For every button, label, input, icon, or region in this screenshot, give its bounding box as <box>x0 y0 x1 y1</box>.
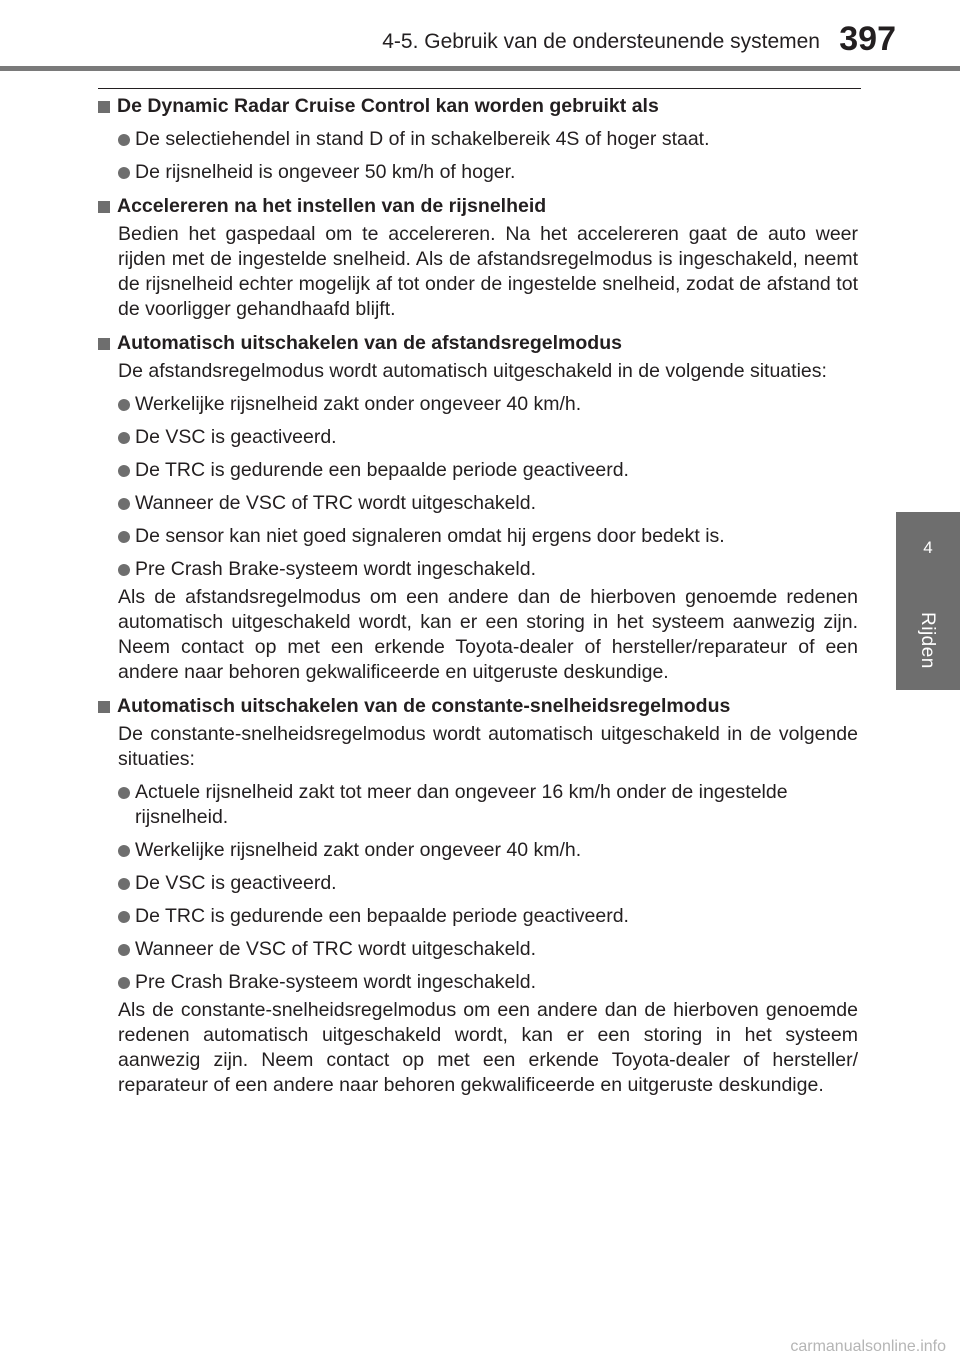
round-bullet-icon <box>118 977 130 989</box>
list-item-text: Wanneer de VSC of TRC wordt uitgeschakeld. <box>135 492 537 514</box>
list-item-text: De VSC is geactiveerd. <box>135 872 337 894</box>
square-bullet-icon <box>98 701 110 713</box>
watermark: carmanualsonline.info <box>790 1338 946 1355</box>
round-bullet-icon <box>118 498 130 510</box>
chapter-tab <box>896 512 960 690</box>
paragraph: De afstandsregelmodus wordt automatisch uitgeschakeld in de volgende situaties: <box>118 360 827 382</box>
square-bullet-icon <box>98 101 110 113</box>
list-item-text: Werkelijke rijsnelheid zakt onder ongeveer 40 km/h. <box>135 393 582 415</box>
list-item <box>118 491 858 516</box>
list-item-text: Actuele rijsnelheid zakt tot meer dan ongeveer 16 km/h onder de ingestelde rijsnelheid. <box>135 781 788 828</box>
section-heading-text: Accelereren na het instellen van de rijsnelheid <box>117 195 547 217</box>
list-item-text: De TRC is gedurende een bepaalde periode geactiveerd. <box>135 905 629 927</box>
paragraph: Als de afstandsregelmodus om een andere dan de hierboven genoemde redenen automatisch uitgeschakeld wordt, kan er een storing in het systeem aanwezig zijn. Neem contact op met een erkende Toyota-dealer of hersteller/​reparateur of een andere naar behoren gekwalificeerde en uitgeruste deskundige. <box>118 586 858 683</box>
list-item <box>118 392 858 417</box>
list-item-text: De selectiehendel in stand D of in schakelbereik 4S of hoger staat. <box>135 128 710 150</box>
section-heading <box>98 194 858 219</box>
list-item <box>118 937 858 962</box>
round-bullet-icon <box>118 167 130 179</box>
square-bullet-icon <box>98 201 110 213</box>
round-bullet-icon <box>118 944 130 956</box>
list-item <box>118 160 858 185</box>
list-item-text: Pre Crash Brake-systeem wordt ingeschakeld. <box>135 558 536 580</box>
round-bullet-icon <box>118 845 130 857</box>
round-bullet-icon <box>118 787 130 799</box>
round-bullet-icon <box>118 878 130 890</box>
round-bullet-icon <box>118 399 130 411</box>
list-item <box>118 780 858 830</box>
list-item <box>118 838 858 863</box>
page-number: 397 <box>839 20 896 58</box>
list-item <box>118 871 858 896</box>
chapter-number: 4 <box>923 538 933 557</box>
header-bar <box>0 66 960 71</box>
list-item-text: De VSC is geactiveerd. <box>135 426 337 448</box>
list-item <box>118 904 858 929</box>
list-item-text: De rijsnelheid is ongeveer 50 km/h of hoger. <box>135 161 516 183</box>
page-content <box>98 94 858 1098</box>
paragraph: De constante-snelheidsregelmodus wordt automatisch uitgeschakeld in de volgende situaties: <box>118 723 858 770</box>
list-item <box>118 557 858 582</box>
square-bullet-icon <box>98 338 110 350</box>
list-item <box>118 458 858 483</box>
paragraph: Als de constante-snelheidsregelmodus om een andere dan de hierboven genoemde redenen automatisch uitgeschakeld wordt, kan er een storing in het systeem aanwezig zijn. Neem contact op met een erkende Toyota-dealer of hersteller/​reparateur of een andere naar behoren gekwalificeerde en uitgeruste deskundige. <box>118 999 858 1096</box>
section-heading-text: De Dynamic Radar Cruise Control kan worden gebruikt als <box>117 95 659 117</box>
round-bullet-icon <box>118 465 130 477</box>
list-item-text: Wanneer de VSC of TRC wordt uitgeschakeld. <box>135 938 537 960</box>
round-bullet-icon <box>118 134 130 146</box>
round-bullet-icon <box>118 531 130 543</box>
round-bullet-icon <box>118 432 130 444</box>
chapter-label: Rijden <box>917 612 938 669</box>
section-heading-text: Automatisch uitschakelen van de afstandsregelmodus <box>117 332 622 354</box>
section-heading <box>98 694 858 719</box>
section-heading <box>98 94 858 119</box>
list-item-text: De TRC is gedurende een bepaalde periode geactiveerd. <box>135 459 629 481</box>
header-rule <box>98 88 861 89</box>
section-heading-text: Automatisch uitschakelen van de constante-snelheidsregelmodus <box>117 695 731 717</box>
list-item <box>118 524 858 549</box>
round-bullet-icon <box>118 564 130 576</box>
list-item <box>118 425 858 450</box>
list-item <box>118 127 858 152</box>
list-item-text: De sensor kan niet goed signaleren omdat hij ergens door bedekt is. <box>135 525 725 547</box>
list-item-text: Pre Crash Brake-systeem wordt ingeschakeld. <box>135 971 536 993</box>
list-item <box>118 970 858 995</box>
section-heading <box>98 331 858 356</box>
paragraph: Bedien het gaspedaal om te accelereren. Na het accelereren gaat de auto weer rijden met de ingestelde snelheid. Als de afstandsregelmodus is ingeschakeld, neemt de rijsnelheid echter mogelijk af tot onder de ingestelde snelheid, zodat de afstand tot de voorligger gehandhaafd blijft. <box>118 223 858 320</box>
section-title: 4-5. Gebruik van de ondersteunende systemen <box>382 30 820 53</box>
list-item-text: Werkelijke rijsnelheid zakt onder ongeveer 40 km/h. <box>135 839 582 861</box>
round-bullet-icon <box>118 911 130 923</box>
